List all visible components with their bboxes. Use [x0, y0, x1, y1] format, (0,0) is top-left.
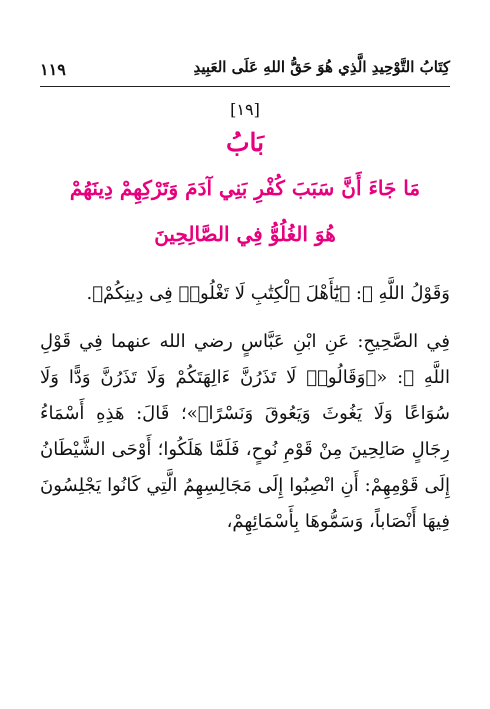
- header-divider: [40, 86, 450, 87]
- paragraph-quran-verse: وَقَوْلُ اللَّهِ ﷻ: ﴿يَٰٓأَهْلَ ٱلْكِتَٰبِ لَا تَغْلُوا۟ فِى دِينِكُمْ﴾.: [86, 283, 450, 304]
- chapter-title-line-1: مَا جَاءَ أَنَّ سَبَبَ كُفْرِ بَنِي آدَمَ وَتَرْكِهِمْ دِينَهُمْ: [69, 176, 421, 200]
- running-header: [40, 58, 450, 84]
- chapter-title-line-2: هُوَ الغُلُوُّ فِي الصَّالِحِينَ: [154, 222, 336, 246]
- body-text: [40, 276, 450, 540]
- book-title: كِتَابُ التَّوْحِيدِ الَّذِي هُوَ حَقُّ اللهِ عَلَى العَبِيدِ: [193, 58, 450, 76]
- page-number: ١١٩: [40, 60, 66, 79]
- chapter-label: بَابُ: [225, 128, 265, 157]
- paragraph-sahih-narration: فِي الصَّحِيحِ: عَنِ ابْنِ عَبَّاسٍ رضي الله عنهما فِي قَوْلِ اللَّهِ ﷻ: «﴿وَقَالُوا۟ لَا تَذَرُنَّ ءَالِهَتَكُمْ وَلَا تَذَرُنَّ وَدًّا وَلَا سُوَاعًا وَلَا يَغُوثَ وَيَعُوقَ وَنَسْرًا﴾»؛ قَالَ: هَذِهِ أَسْمَاءُ رِجَالٍ صَالِحِينَ مِنْ قَوْمِ نُوحٍ، فَلَمَّا هَلَكُوا؛ أَوْحَى الشَّيْطَانُ إِلَى قَوْمِهِمْ: أَنِ انْصِبُوا إِلَى مَجَالِسِهِمُ الَّتِي كَانُوا يَجْلِسُونَ فِيهَا أَنْصَاباً، وَسَمُّوهَا بِأَسْمَائِهِمْ،: [40, 331, 450, 532]
- chapter-number: [١٩]: [230, 100, 260, 119]
